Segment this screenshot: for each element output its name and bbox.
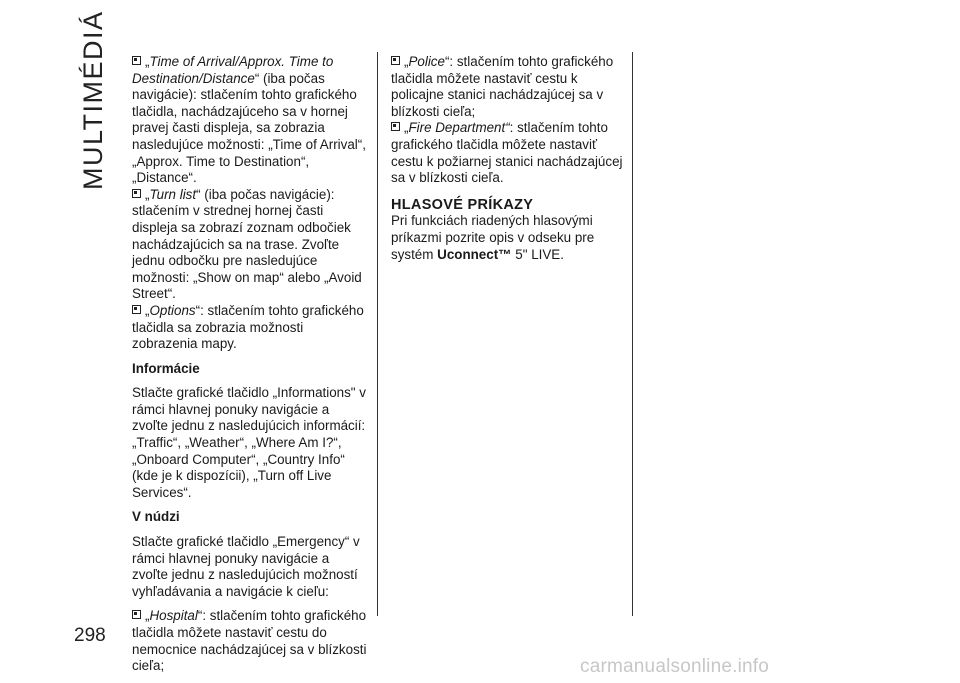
button-name: Turn list bbox=[149, 186, 197, 202]
heading-informacie: Informácie bbox=[132, 360, 200, 376]
bullet-text: : stlačením tohto grafického tlačidla môžete nastaviť cestu k požiarnej stanici nachádzajúcej sa v blízkosti cieľa. bbox=[391, 120, 623, 186]
bullet-police bbox=[391, 54, 627, 120]
bullet-text: “ (iba počas navigácie): stlačením v strednej hornej časti displeja sa zobrazí zoznam odbočiek nachádzajúcich sa na trase. Zvoľte jednu odbočku pre nasledujúce možnosti: „Show on map“ alebo „Avoid Street“. bbox=[132, 186, 362, 302]
square-bullet-icon bbox=[391, 122, 400, 131]
square-bullet-icon bbox=[132, 610, 141, 619]
bullet-turn-list bbox=[132, 187, 368, 303]
bullet-time-of-arrival bbox=[132, 54, 368, 187]
bullet-text: “: stlačením tohto grafického tlačidla sa zobrazia možnosti zobrazenia mapy. bbox=[132, 302, 364, 352]
column-divider bbox=[377, 52, 378, 616]
watermark: carmanualsonline.info bbox=[580, 656, 770, 677]
column-divider bbox=[632, 52, 633, 616]
section-side-title: MULTIMÉDIÁ bbox=[78, 10, 108, 190]
paragraph-informacie: Stlačte grafické tlačidlo „Informations" v rámci hlavnej ponuky navigácie a zvoľte jednu z nasledujúcich informácií: „Traffic“, „Weather“, „Where Am I?“, „Onboard Computer“, „Country Info“ (kde je k dispozícii), „Turn off Live Services“. bbox=[132, 385, 366, 500]
heading-hlasove-prikazy: HLASOVÉ PRÍKAZY bbox=[391, 196, 534, 213]
quote-mark: „ bbox=[145, 608, 150, 624]
button-name: Fire Department“ bbox=[408, 120, 510, 136]
heading-v-nudzi: V núdzi bbox=[132, 509, 180, 525]
text-column-right bbox=[391, 54, 627, 263]
button-name: Hospital bbox=[149, 608, 198, 624]
paragraph-hlasove-prikazy bbox=[391, 213, 627, 263]
page-number: 298 bbox=[74, 625, 106, 646]
paragraph-v-nudzi: Stlačte grafické tlačidlo „Emergency“ v rámci hlavnej ponuky navigácie a zvoľte jednu z nasledujúcich možností vyhľadávania a navigácie k cieľu: bbox=[132, 534, 360, 599]
bullet-hospital bbox=[132, 608, 368, 674]
bullet-options bbox=[132, 303, 368, 353]
bullet-text: “: stlačením tohto grafického tlačidla môžete nastaviť cestu k policajne stanici nachádzajúcej sa v blízkosti cieľa; bbox=[391, 54, 614, 119]
bullet-text: “: stlačením tohto grafického tlačidla môžete nastaviť cestu do nemocnice nachádzajúcej sa v blízkosti cieľa; bbox=[132, 608, 367, 674]
text-column-left bbox=[132, 54, 368, 675]
quote-mark: „ bbox=[404, 54, 409, 69]
button-name: Time of Arrival/Approx. Time to Destination/Distance bbox=[132, 54, 334, 86]
quote-mark: „ bbox=[145, 186, 150, 202]
quote-mark: „ bbox=[145, 302, 150, 318]
quote-mark: „ bbox=[145, 54, 150, 69]
bullet-text: “ (iba počas navigácie): stlačením tohto grafického tlačidla, nachádzajúceho sa v hornej pravej časti displeja, sa zobrazia nasledujúce možnosti: „Time of Arrival“, „Approx. Time to Destination“, „Distance“. bbox=[132, 70, 366, 186]
bullet-fire-department bbox=[391, 120, 627, 186]
square-bullet-icon bbox=[132, 56, 141, 65]
square-bullet-icon bbox=[132, 305, 141, 314]
voice-text: Pri funkciách riadených hlasovými príkazmi pozrite opis v odseku pre systém bbox=[391, 213, 595, 262]
square-bullet-icon bbox=[132, 189, 141, 198]
button-name: Options bbox=[149, 302, 196, 318]
button-name: Police bbox=[408, 54, 445, 69]
uconnect-brand: Uconnect™ bbox=[437, 246, 512, 262]
quote-mark: „ bbox=[404, 120, 409, 136]
voice-tail: 5" LIVE. bbox=[511, 246, 564, 262]
square-bullet-icon bbox=[391, 56, 400, 65]
